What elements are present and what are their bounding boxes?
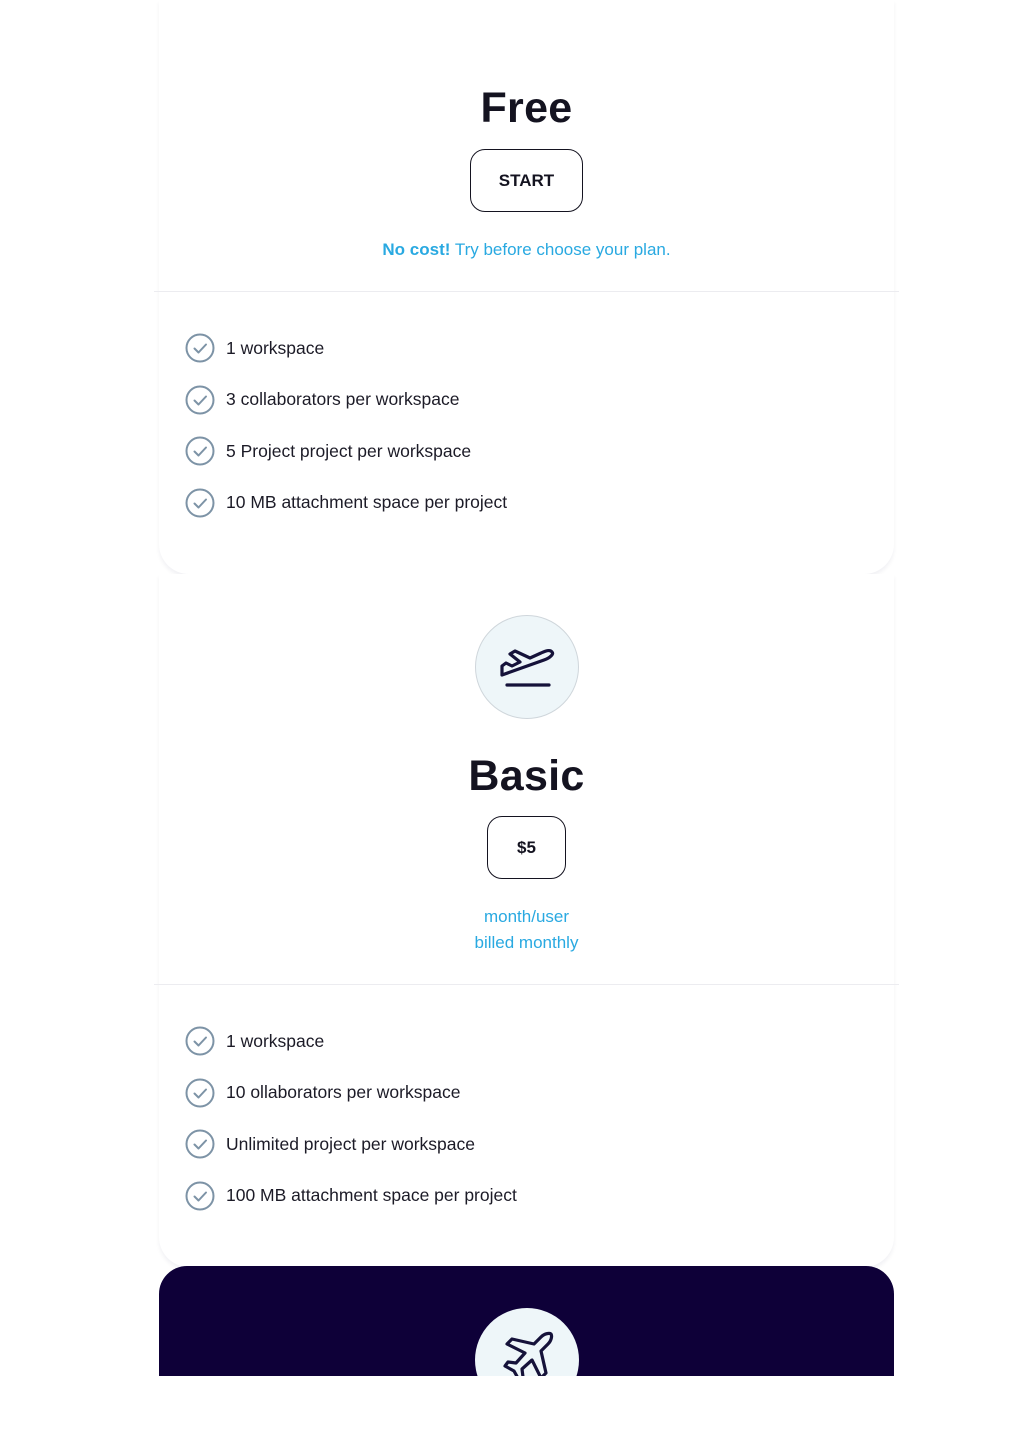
check-circle-icon <box>185 488 215 518</box>
billing-period: month/user <box>483 907 570 926</box>
plan-card-basic <box>159 574 894 1267</box>
billing-frequency: billed monthly <box>474 933 579 952</box>
airplane-takeoff-icon <box>495 641 559 693</box>
free-note-highlight: No cost! <box>382 240 451 259</box>
check-circle-icon <box>185 1078 215 1108</box>
plan-title-free: Free <box>480 84 573 132</box>
price-button[interactable]: $5 <box>487 816 566 879</box>
plan-title-basic: Basic <box>468 752 585 800</box>
check-circle-icon <box>185 333 215 363</box>
check-circle-icon <box>185 436 215 466</box>
start-button[interactable]: START <box>470 149 583 212</box>
feature-item <box>185 385 507 415</box>
plan-icon-basic <box>475 615 579 719</box>
plan-icon-pro <box>475 1308 579 1376</box>
check-circle-icon <box>185 1181 215 1211</box>
feature-text: 10 MB attachment space per project <box>226 492 508 512</box>
divider <box>154 291 899 292</box>
feature-text: 1 workspace <box>226 1030 325 1051</box>
feature-item <box>185 436 507 466</box>
feature-item <box>185 1129 517 1159</box>
feature-item <box>185 488 507 518</box>
feature-item <box>185 1078 517 1108</box>
feature-item <box>185 1181 517 1211</box>
feature-text: 10 ollaborators per workspace <box>226 1082 461 1102</box>
airplane-icon <box>497 1327 557 1376</box>
feature-list-basic <box>185 1026 517 1232</box>
billing-note <box>159 904 894 956</box>
plan-card-pro <box>159 1266 894 1376</box>
check-circle-icon <box>185 1026 215 1056</box>
divider <box>154 984 899 985</box>
feature-list-free <box>185 333 507 539</box>
feature-text: 3 collaborators per workspace <box>226 389 460 409</box>
free-note-text: Try before choose your plan. <box>450 240 671 259</box>
feature-text: 100 MB attachment space per project <box>226 1185 517 1205</box>
feature-item <box>185 1026 517 1056</box>
feature-text: 5 Project project per workspace <box>226 440 472 461</box>
check-circle-icon <box>185 385 215 415</box>
feature-text: 1 workspace <box>226 337 325 358</box>
check-circle-icon <box>185 1129 215 1159</box>
feature-text: Unlimited project per workspace <box>226 1133 475 1154</box>
feature-item <box>185 333 507 363</box>
plan-card-free <box>159 0 894 574</box>
free-plan-note <box>159 237 894 263</box>
